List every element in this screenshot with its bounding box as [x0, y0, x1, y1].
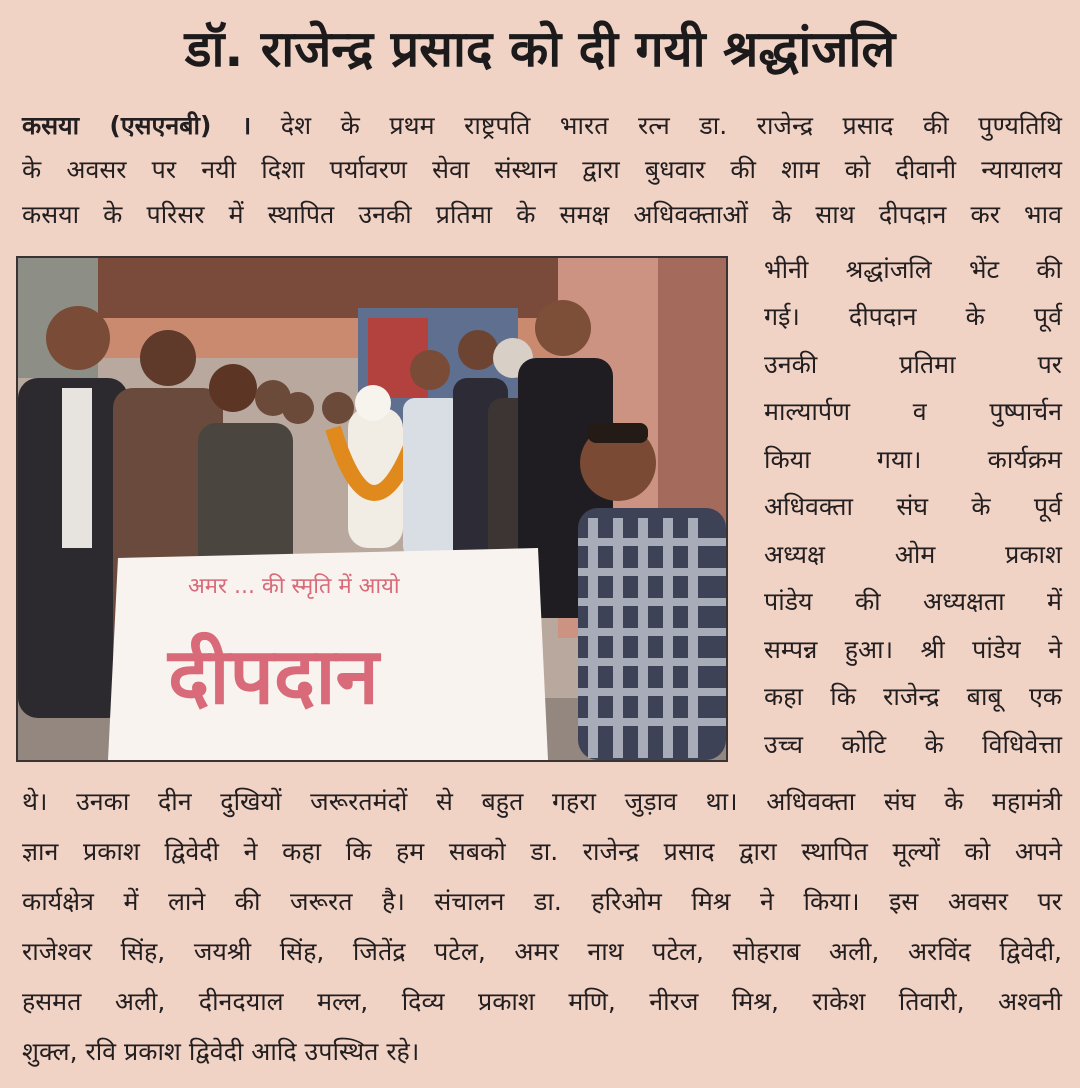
- article-line-side-10: कहा कि राजेन्द्र बाबू एक: [764, 682, 1062, 711]
- article-line-2: के अवसर पर नयी दिशा पर्यावरण सेवा संस्थान द्वारा बुधवार की शाम को दीवानी न्यायालय: [22, 155, 1062, 184]
- article-line-bottom-3: कार्यक्षेत्र में लाने की जरूरत है। संचालन डा. हरिओम मिश्र ने किया। इस अवसर पर: [22, 887, 1062, 916]
- article-line-side-8: पांडेय की अध्यक्षता में: [764, 587, 1062, 616]
- article-line-3: कसया के परिसर में स्थापित उनकी प्रतिमा के समक्ष अधिवक्ताओं के साथ दीपदान कर भाव: [22, 200, 1062, 229]
- article-line-side-3: उनकी प्रतिमा पर: [764, 350, 1062, 379]
- article-line-side-7: अध्यक्ष ओम प्रकाश: [764, 540, 1062, 569]
- banner-main-text: दीपदान: [168, 632, 379, 722]
- article-line-bottom-6: शुक्ल, रवि प्रकाश द्विवेदी आदि उपस्थित रहे।: [22, 1037, 420, 1066]
- banner-top-text: अमर ... की स्मृति में आयो: [188, 574, 400, 599]
- article-line-side-1: भीनी श्रद्धांजलि भेंट की: [764, 255, 1062, 284]
- headline: डॉ. राजेन्द्र प्रसाद को दी गयी श्रद्धांजलि: [184, 20, 896, 78]
- article-line-bottom-4: राजेश्वर सिंह, जयश्री सिंह, जितेंद्र पटेल, अमर नाथ पटेल, सोहराब अली, अरविंद द्विवेदी,: [22, 937, 1062, 966]
- article-line-side-9: सम्पन्न हुआ। श्री पांडेय ने: [764, 635, 1062, 664]
- article-line-side-4: माल्यार्पण व पुष्पार्चन: [764, 397, 1062, 426]
- news-photo: [16, 256, 728, 762]
- article-line-bottom-5: हसमत अली, दीनदयाल मल्ल, दिव्य प्रकाश मणि, नीरज मिश्र, राकेश तिवारी, अश्वनी: [22, 987, 1062, 1016]
- article-line-side-11: उच्च कोटि के विधिवेत्ता: [764, 730, 1062, 759]
- article-line-side-2: गई। दीपदान के पूर्व: [764, 302, 1062, 331]
- dateline: कसया (एसएनबी) ।: [22, 111, 252, 140]
- article-text: देश के प्रथम राष्ट्रपति भारत रत्न डा. राजेन्द्र प्रसाद की पुण्यतिथि: [251, 111, 1062, 140]
- article-line-side-6: अधिवक्ता संघ के पूर्व: [764, 492, 1062, 521]
- article-line-bottom-2: ज्ञान प्रकाश द्विवेदी ने कहा कि हम सबको डा. राजेन्द्र प्रसाद द्वारा स्थापित मूल्यों को अपने: [22, 837, 1062, 866]
- article-line-1: [22, 104, 1062, 148]
- banner: [108, 548, 548, 760]
- article-line-side-5: किया गया। कार्यक्रम: [764, 445, 1062, 474]
- article-line-bottom-1: थे। उनका दीन दुखियों जरूरतमंदों से बहुत गहरा जुड़ाव था। अधिवक्ता संघ के महामंत्री: [22, 787, 1062, 816]
